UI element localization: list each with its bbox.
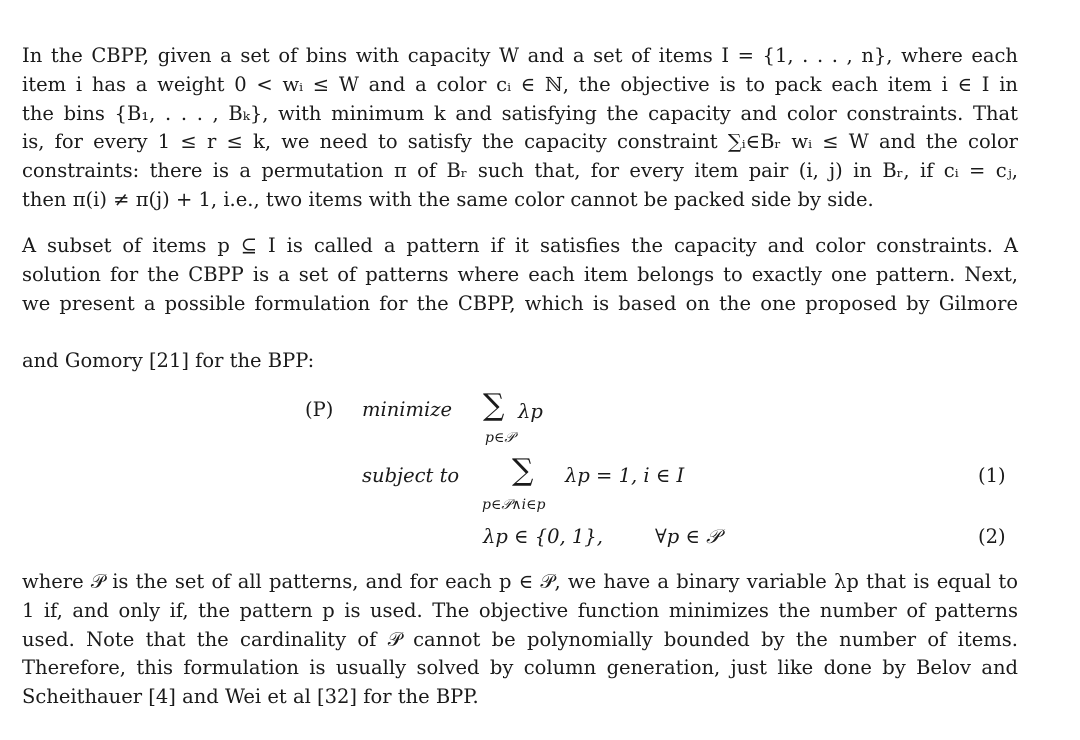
text-line: Therefore, this formulation is usually solved by column generation, just like done by Belov and: [22, 656, 1018, 680]
text-line: is, for every 1 ≤ r ≤ k, we need to satisfy the capacity constraint ∑ᵢ∈Bᵣ wᵢ ≤ W and the color: [22, 130, 1018, 154]
paragraph-formulation-intro: [22, 347, 1018, 376]
equation-number-1: (1): [978, 464, 1006, 487]
model-label: (P): [305, 398, 334, 421]
objective-sum-symbol: ∑: [483, 388, 505, 423]
text-line: Scheithauer [4] and Wei et al [32] for the BPP.: [22, 685, 479, 709]
constraint-sum-symbol: ∑: [512, 453, 534, 488]
constraint-2-forall: ∀p ∈ 𝒫: [655, 525, 721, 548]
paragraph-pattern-explanation: [22, 568, 1018, 712]
text-line: where 𝒫 is the set of all patterns, and for each p ∈ 𝒫, we have a binary variable λp that is equal to: [22, 570, 1018, 593]
text-line: item i has a weight 0 < wᵢ ≤ W and a color cᵢ ∈ ℕ, the objective is to pack each item i ∈ I in: [22, 72, 1018, 96]
text-line: used. Note that the cardinality of 𝒫 cannot be polynomially bounded by the number of items.: [22, 627, 1018, 651]
objective-term: λp: [518, 400, 543, 423]
text-line: and Gomory [21] for the BPP:: [22, 349, 315, 372]
objective-sum-index: p∈𝒫: [485, 430, 515, 446]
constraint-keyword: subject to: [362, 464, 460, 487]
equation-number-2: (2): [978, 525, 1006, 548]
text-line: A subset of items p ⊆ I is called a pattern if it satisfies the capacity and color constraints. A: [22, 234, 1018, 257]
objective-keyword: minimize: [362, 398, 453, 421]
text-line: we present a possible formulation for the CBPP, which is based on the one proposed by Gilmore: [22, 291, 1018, 315]
paragraph-cbpp-definition: [22, 42, 1018, 215]
text-line: In the CBPP, given a set of bins with capacity W and a set of items I = {1, . . . , n}, where each: [22, 44, 1018, 67]
text-line: constraints: there is a permutation π of Bᵣ such that, for every item pair (i, j) in Bᵣ, if cᵢ = cⱼ,: [22, 159, 1018, 183]
constraint-1-expression: λp = 1, i ∈ I: [565, 464, 685, 487]
text-line: solution for the CBPP is a set of patterns where each item belongs to exactly one pattern. Next,: [22, 262, 1018, 286]
paragraph-pattern-definition: [22, 232, 1018, 318]
text-line: 1 if, and only if, the pattern p is used. The objective function minimizes the number of patterns: [22, 598, 1018, 622]
text-line: the bins {B₁, . . . , Bₖ}, with minimum k and satisfying the capacity and color constraints. That: [22, 101, 1018, 125]
constraint-2-expression: λp ∈ {0, 1},: [483, 525, 603, 548]
text-line: then π(i) ≠ π(j) + 1, i.e., two items with the same color cannot be packed side by side.: [22, 187, 874, 211]
constraint-1-index: p∈𝒫∧i∈p: [482, 497, 546, 513]
